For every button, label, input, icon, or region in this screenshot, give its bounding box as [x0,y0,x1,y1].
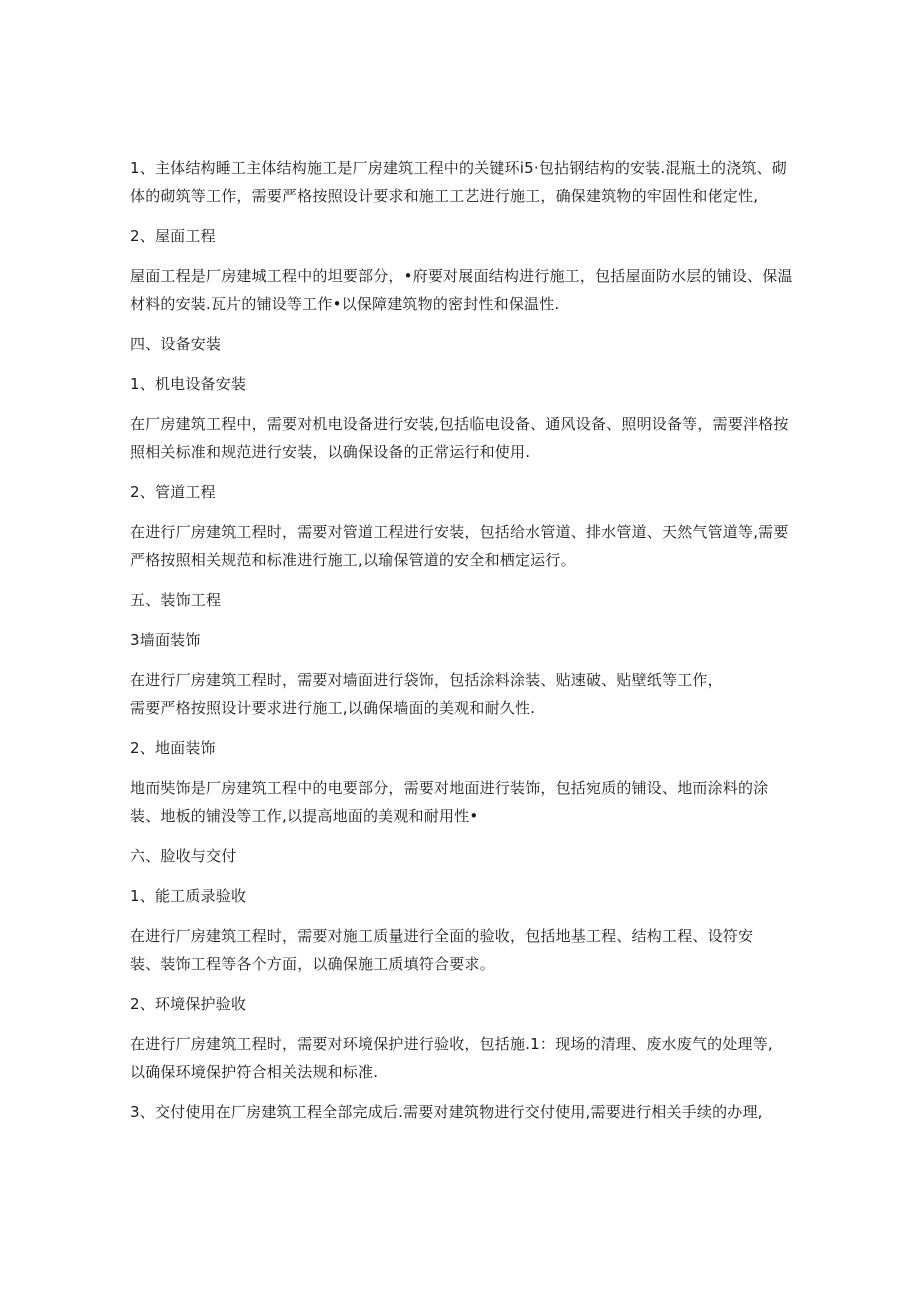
paragraph-line: 在进行厂房建筑工程时，需要对墙面进行袋饰，包括涂料涂装、贴速破、贴壁纸等工作， [130,671,723,689]
document-body [130,154,794,1126]
paragraph-line: 在进行厂房建筑工程时，需要对环境保护进行验收，包括施.1：现场的清理、废水废气的处理等, [130,1035,773,1053]
heading-quality-acceptance: 1、能工质录验收 [130,887,247,905]
paragraph-floor-decoration: 地而奘饰是厂房建筑工程中的电要部分，需要对地面进行装饰，包括宛质的铺设、地而涂料的涂装、地板的铺没等工作,以提高地面的美观和耐用性• [130,779,769,825]
heading-decoration-works: 五、装饰工程 [130,591,222,609]
heading-wall-decoration: 3墙面装饰 [130,631,201,649]
heading-floor-decoration: 2、地面装饰 [130,739,216,757]
paragraph-wall-decoration [130,666,794,722]
paragraph-line: 需要严格按照设计要求进行施工,以确保墙面的美观和耐久性. [130,699,536,717]
paragraph-main-structure: 1、主体结构睡工主体结构施工是厂房建筑工程中的关键环i5·包拈钢结构的安装.混瓶土的浇筑、砌体的砌筑等工作，需要严格按照设计要求和施工工艺进行施工，确保建筑物的牢固性和佬定性, [130,159,787,205]
heading-pipeline-works: 2、管道工程 [130,483,216,501]
paragraph-line: 在进行厂房建筑工程时，需要对施工质量进行全面的验收，包括地基工程、结构工程、设符安 [130,927,754,945]
paragraph-environmental-acceptance [130,1030,794,1086]
paragraph-electromechanical-installation: 在厂房建筑工程中，需要对机电设备进行安装,包括临电设备、通风设备、照明设备等，需要泮格按照相关标准和规范进行安装，以确保设备的正常运行和使用. [130,415,789,461]
paragraph-roof-works: 屋面工程是厂房建城工程中的坦要部分，•府要对展面结构进行施工，包括屋面防水层的铺设、保温材料的安装.瓦片的铺设等工作•以保障建筑物的密封性和保温性. [130,267,793,313]
paragraph-quality-acceptance [130,922,794,978]
heading-environmental-acceptance: 2、环境保护验收 [130,995,247,1013]
heading-roof-works: 2、屋面工程 [130,227,216,245]
paragraph-line: 装、装饰工程等各个方面，以确保施工质填符合要求。 [130,955,495,973]
paragraph-line: 以确保环境保护符合相关法规和标准. [130,1063,379,1081]
heading-equipment-installation: 四、设备安装 [130,335,222,353]
paragraph-delivery-use: 3、交付使用在厂房建筑工程全部完成后.需要对建筑物进行交付使用,需要进行相关手续的办理, [130,1103,763,1121]
heading-electromechanical-installation: 1、机电设备安装 [130,375,247,393]
paragraph-pipeline-works: 在进行厂房建筑工程时，需要对管道工程进行安装，包括给水管道、排水管道、天然气管道等,需要严格按照相关规范和标准进行施工,以瑜保管道的安全和栖定运行。 [130,523,789,569]
heading-acceptance-delivery: 六、脸收与交付 [130,847,237,865]
